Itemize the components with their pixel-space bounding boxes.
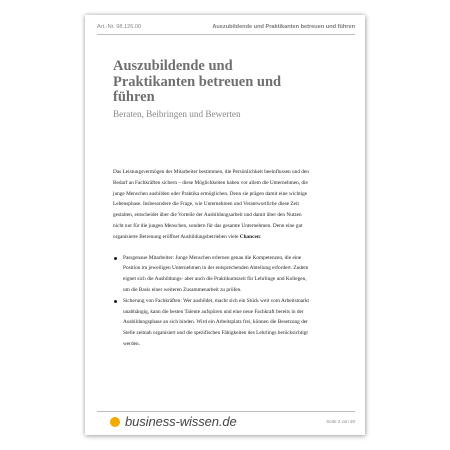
document-title-line: Praktikanten betreuen und [113, 73, 282, 90]
intro-paragraph [113, 167, 309, 243]
brand-dot-icon [110, 417, 120, 427]
bullet-list [113, 253, 309, 350]
list-item-text: Sicherung von Fachkräften: Wer ausbildet, macht sich ein Stück weit vom Arbeitsmarkt unabhängig, kann die besten Talente aufspüren und eine neue Fachkraft bereits in der Ausbildungsphase an sich binden. Wird ein Arbeitsplatz frei, können die Besetzung der Stelle zeitnah organisiert und die spezifischen Fähigkeiten des Lehrlings berücksichtigt werden. [123, 297, 310, 347]
list-item [113, 296, 309, 350]
bullet-icon [114, 300, 117, 303]
document-subtitle: Beraten, Beibringen und Bewerten [113, 109, 241, 119]
brand-name: business-wissen.de [125, 414, 237, 429]
document-title-line: Auszubildende und [113, 58, 233, 74]
intro-text: Das Leistungsvermögen der Mitarbeiter bestimmen, die Persönlichkeit beeinflussen und den Bedarf an Fachkräften sichern – diese Möglichkeiten haben vor allem die Unternehmen, die junge Menschen ausbilden oder Praktika ermöglichen. Denn sie prägen damit eine wichtige Lebensphase. Insbesondere die Frage, wie Unternehmen und Verantwortliche diese Zeit gestalten, entscheidet über die Vorteile der Ausbildungsarbeit und damit über den Nutzen nicht nur für die jungen Menschen, sondern für das gesamte Unternehmen. Denn eine gut organisierte Betreuung eröffnet Ausbildungsbetrieben viele [113, 169, 309, 240]
page-header [97, 24, 355, 30]
document-title [113, 59, 343, 106]
document-title-line: führen [113, 89, 155, 105]
intro-text-end: : [259, 233, 262, 240]
list-item-text: Passgenaue Mitarbeiter: Junge Menschen erlernen genau die Kompetenzen, die eine Position im jeweiligen Unternehmen in der entsprechenden Abteilung erfordert. Zudem eignet sich die Ausbildungs- aber auch die Praktikumszeit für Lehrlinge und Kollegen, um die Basis einer weiteren Zusammenarbeit zu prüfen. [123, 254, 309, 293]
brand-logo [110, 414, 237, 429]
document-page [85, 15, 365, 435]
page-number: Seite 2 von 30 [326, 419, 355, 424]
header-title: Auszubildende und Praktikanten betreuen und führen [212, 24, 355, 30]
list-item [113, 253, 309, 296]
intro-bold-text: Chancen [239, 233, 260, 240]
header-divider [97, 34, 355, 35]
document-body [113, 167, 309, 350]
footer-divider [97, 411, 355, 412]
article-number: Art.-Nr. 98.126.00 [97, 24, 142, 30]
bullet-icon [114, 257, 117, 260]
